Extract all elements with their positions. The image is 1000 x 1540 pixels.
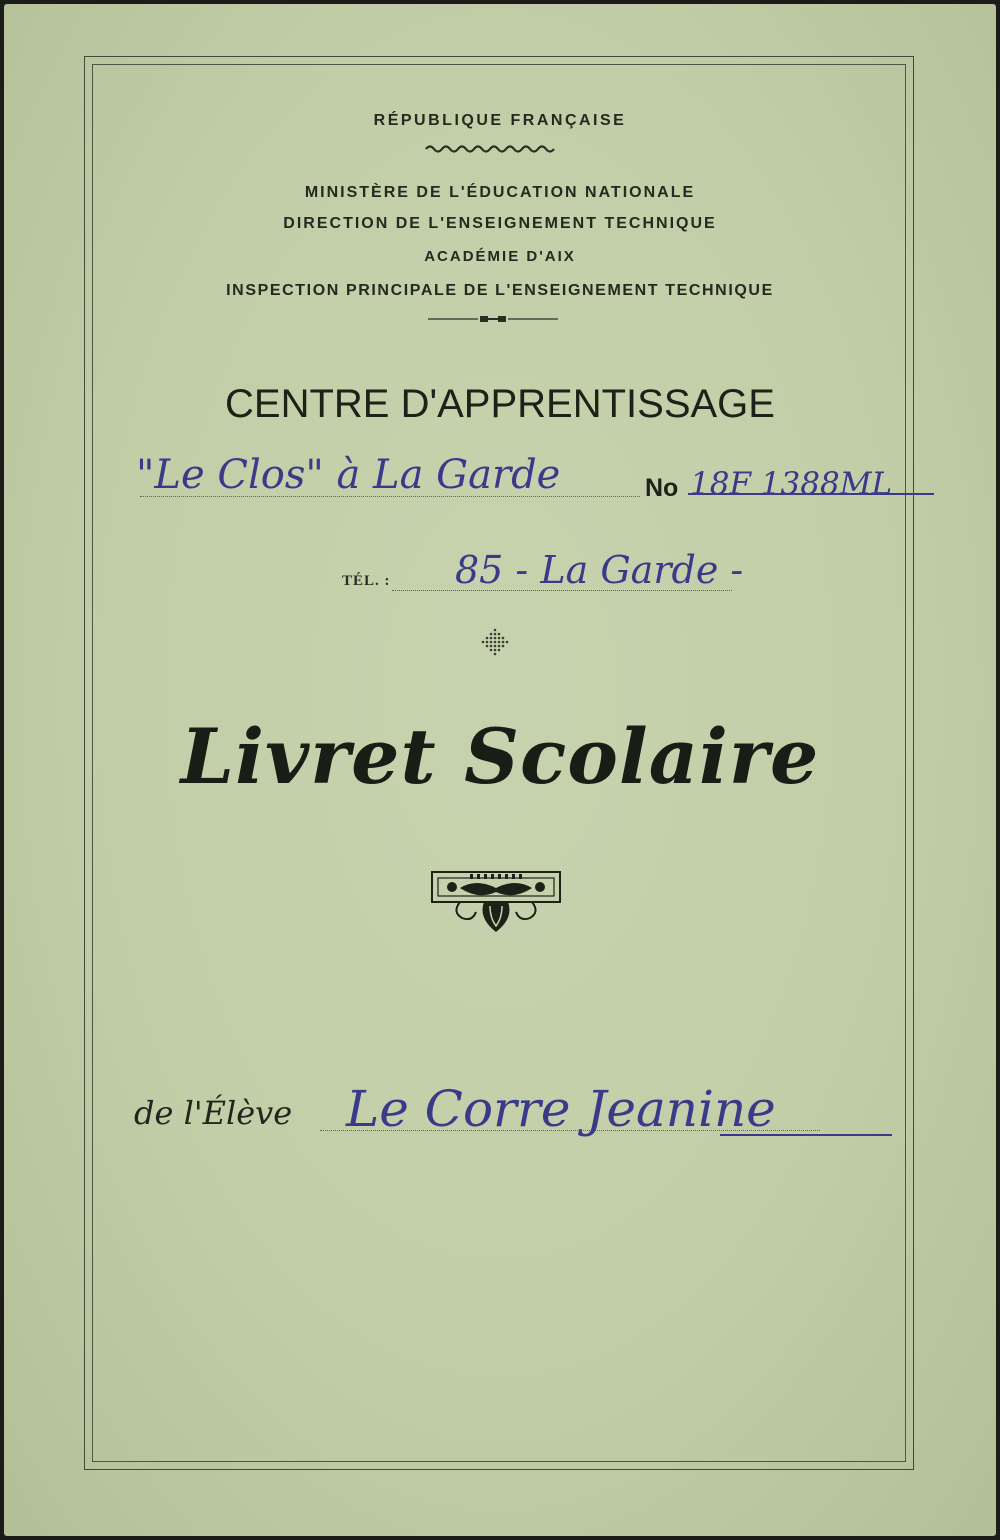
livret-scolaire-title: Livret Scolaire <box>180 712 820 801</box>
eleve-name-underline <box>720 1134 892 1136</box>
number-handwritten: 18F 1388ML <box>690 466 893 502</box>
ministere-line: MINISTÈRE DE L'ÉDUCATION NATIONALE <box>304 184 696 201</box>
centre-name-handwritten: "Le Clos" à La Garde <box>136 452 561 498</box>
tel-handwritten: 85 - La Garde - <box>455 548 744 592</box>
eleve-label: de l'Élève <box>134 1094 293 1132</box>
inspection-line: INSPECTION PRINCIPALE DE L'ENSEIGNEMENT TECHNIQUE <box>226 282 774 299</box>
republique-heading: RÉPUBLIQUE FRANÇAISE <box>373 112 627 129</box>
divider-ornament <box>428 313 558 325</box>
wave-ornament <box>424 144 556 154</box>
number-label: No <box>645 474 679 502</box>
centre-title: CENTRE D'APPRENTISSAGE <box>225 382 775 426</box>
centre-name-dotted-line <box>140 496 640 497</box>
tel-label: TÉL. : <box>342 573 391 589</box>
academie-line: ACADÉMIE D'AIX <box>424 248 576 265</box>
number-underline <box>688 493 934 495</box>
eleve-name-handwritten: Le Corre Jeanine <box>346 1080 776 1138</box>
direction-line: DIRECTION DE L'ENSEIGNEMENT TECHNIQUE <box>283 215 717 232</box>
art-nouveau-ornament <box>430 868 562 938</box>
dotted-diamond-ornament <box>480 628 510 656</box>
